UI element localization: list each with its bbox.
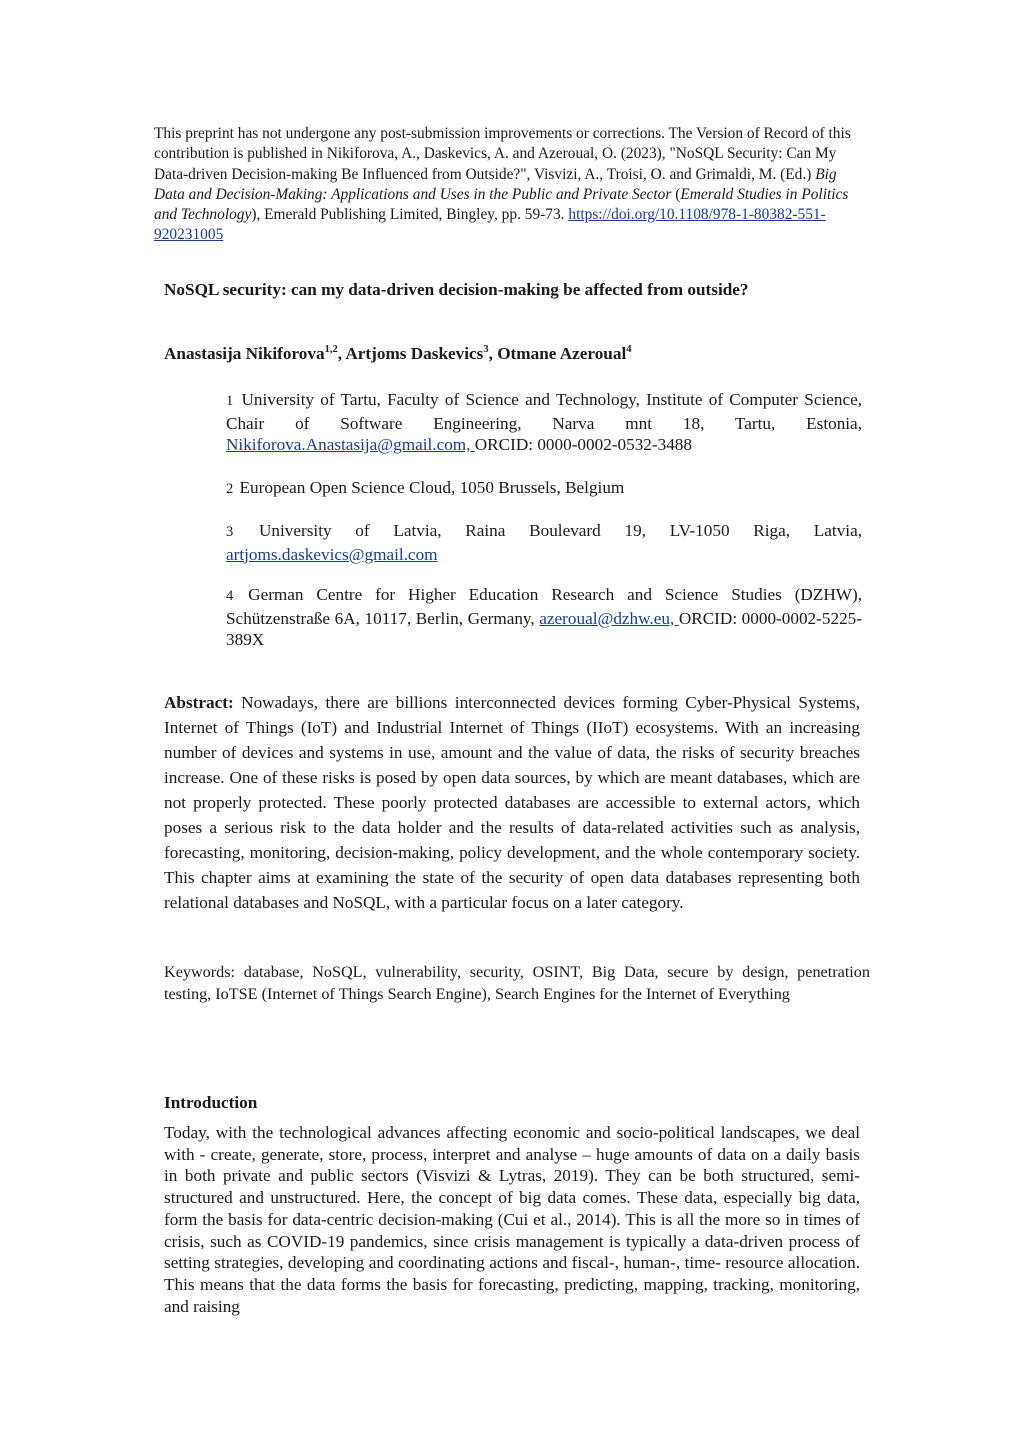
author-2-affil: 3	[483, 344, 489, 355]
book-title: Big Data and Decision-Making: Applications and Uses in the Public and Private Sector	[154, 165, 837, 203]
orcid-text: ORCID: 0000-0002-0532-3488	[474, 435, 692, 454]
affiliation-text: German Centre for Higher Education Research and Science Studies (DZHW), Schützenstraße 6A, 10117, Berlin, Germany,	[226, 585, 862, 628]
preprint-notice	[154, 124, 870, 246]
affiliation-2	[226, 477, 862, 501]
affiliation-number: 3	[226, 524, 234, 540]
email-link[interactable]: azeroual@dzhw.eu,	[539, 608, 679, 628]
author-3: Otmane Azeroual$^4$	[497, 344, 632, 363]
paper-title: NoSQL security: can my data-driven decision-making be affected from outside?	[164, 280, 749, 299]
affiliation-text: European Open Science Cloud, 1050 Brussels, Belgium	[239, 478, 625, 497]
author-list	[164, 344, 884, 364]
author-1-affil: 1,2	[324, 344, 338, 355]
doi-link[interactable]: https://doi.org/10.1108/978-1-80382-551-920231005	[154, 206, 826, 244]
keywords: Keywords: database, NoSQL, vulnerability, security, OSINT, Big Data, secure by design, penetration testing, IoTSE (Internet of Things Search Engine), Search Engines for the Internet of Everything	[164, 963, 870, 1003]
author-1: Anastasija Nikiforova$^{1,2}$,	[164, 344, 346, 363]
affiliation-3	[226, 520, 862, 565]
affiliation-1	[226, 389, 862, 456]
author-2: Artjoms Daskevics$^3$,	[345, 344, 498, 363]
series-title: Emerald Studies in Politics and Technology	[154, 185, 849, 224]
affiliation-text: University of Tartu, Faculty of Science and Technology, Institute of Computer Science, Chair of Software Engineering, Narva mnt 18, Tartu, Estonia,	[226, 390, 863, 433]
section-heading-introduction: Introduction	[164, 1093, 258, 1112]
email-link[interactable]: Nikiforova.Anastasija@gmail.com,	[226, 435, 475, 454]
author-3-affil: 4	[626, 344, 632, 355]
affiliation-number: 4	[226, 588, 234, 604]
affiliation-number: 1	[226, 393, 234, 409]
publisher-text: ), Emerald Publishing Limited, Bingley, pp. 59-73.	[251, 206, 569, 224]
affiliation-text: University of Latvia, Raina Boulevard 19, LV-1050 Riga, Latvia,	[259, 521, 862, 540]
affiliation-4	[226, 584, 862, 651]
abstract-label: Abstract:	[164, 693, 234, 712]
orcid-text: ORCID: 0000-0002-5225-389X	[226, 608, 862, 649]
abstract	[164, 690, 860, 915]
email-link[interactable]: artjoms.daskevics@gmail.com	[226, 544, 438, 564]
series-open: (	[671, 185, 681, 203]
abstract-text: Nowadays, there are billions interconnected devices forming Cyber-Physical Systems, Internet of Things (IoT) and Industrial Internet of Things (IIoT) ecosystems. With an increasing number of devices and systems in use, amount and the value of data, the risks of security breaches increase. One of these risks is posed by open data sources, by which are meant databases, which are not properly protected. These poorly protected databases are accessible to external actors, which poses a serious risk to the data holder and the results of data-related activities such as analysis, forecasting, monitoring, decision-making, policy development, and the whole contemporary society. This chapter aims at examining the state of the security of open data databases representing both relational databases and NoSQL, with a particular focus on a later category.	[164, 693, 860, 912]
introduction-paragraph: Today, with the technological advances affecting economic and socio-political landscapes, we deal with - create, generate, store, process, interpret and analyse – huge amounts of data on a daily basis in both private and public sectors (Visvizi & Lytras, 2019). They can be both structured, semi- structured and unstructured. Here, the concept of big data comes. These data, especially big data, form the basis for data-centric decision-making (Cui et al., 2014). This is all the more so in times of crisis, such as COVID-19 pandemics, since crisis management is typically a data-driven process of setting strategies, developing and coordinating actions and fiscal-, human-, time- resource allocation. This means that the data forms the basis for forecasting, predicting, mapping, tracking, monitoring, and raising	[164, 1123, 860, 1316]
affiliation-number: 2	[226, 481, 234, 497]
preprint-text: This preprint has not undergone any post-submission improvements or corrections. The Version of Record of this contribution is published in Nikiforova, A., Daskevics, A. and Azeroual, O. (2023), "NoSQL Security: Can My Data-driven Decision-making Be Influenced from Outside?", Visvizi, A., Troisi, O. and Grimaldi, M. (Ed.)	[154, 125, 851, 183]
